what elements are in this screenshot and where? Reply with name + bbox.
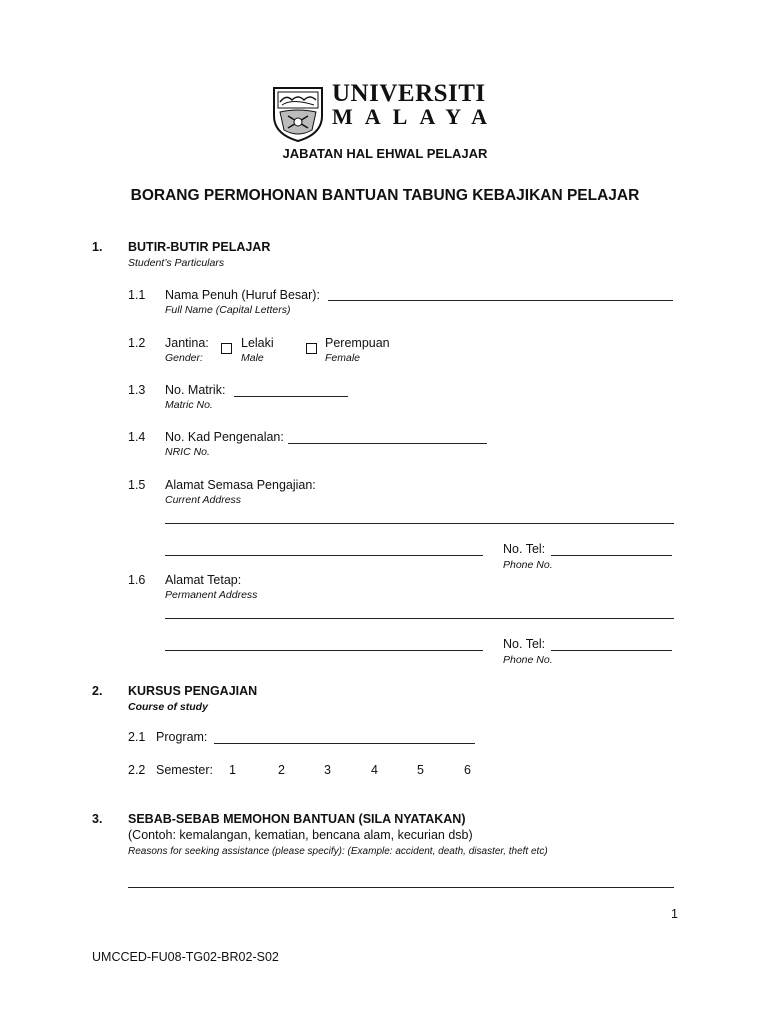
department-title: JABATAN HAL EHWAL PELAJAR bbox=[282, 146, 488, 161]
matric-sublabel: Matric No. bbox=[165, 399, 213, 411]
permanent-address-sublabel: Permanent Address bbox=[165, 589, 258, 601]
full-name-sublabel: Full Name (Capital Letters) bbox=[165, 304, 291, 316]
nric-sublabel: NRIC No. bbox=[165, 446, 210, 458]
gender-male-checkbox[interactable] bbox=[221, 343, 232, 354]
current-phone-field[interactable] bbox=[551, 555, 672, 556]
permanent-address-line-1[interactable] bbox=[165, 618, 674, 619]
section3-subtitle: Reasons for seeking assistance (please specify): (Example: accident, death, disaster, theft etc) bbox=[128, 846, 548, 857]
logo-text-malaya: MALAYA bbox=[332, 104, 499, 129]
gender-male-sublabel: Male bbox=[241, 352, 264, 364]
gender-female-checkbox[interactable] bbox=[306, 343, 317, 354]
semester-option-1[interactable]: 1 bbox=[229, 763, 236, 777]
section1-subtitle: Student’s Particulars bbox=[128, 257, 225, 269]
nric-label: No. Kad Pengenalan: bbox=[165, 430, 284, 444]
program-label: Program: bbox=[156, 730, 208, 744]
gender-label: Jantina: bbox=[165, 336, 209, 350]
matric-label: No. Matrik: bbox=[165, 383, 226, 397]
gender-male-label: Lelaki bbox=[241, 336, 274, 350]
item-number-1-6: 1.6 bbox=[128, 573, 146, 587]
section3-number: 3. bbox=[92, 812, 103, 826]
nric-field[interactable] bbox=[288, 443, 487, 444]
section3-example: (Contoh: kemalangan, kematian, bencana alam, kecurian dsb) bbox=[128, 828, 473, 842]
section1-title: BUTIR-BUTIR PELAJAR bbox=[128, 240, 271, 254]
item-number-2-2: 2.2 bbox=[128, 763, 146, 777]
page-number: 1 bbox=[671, 907, 678, 921]
semester-option-3[interactable]: 3 bbox=[324, 763, 331, 777]
item-number-1-1: 1.1 bbox=[128, 288, 146, 302]
current-address-sublabel: Current Address bbox=[165, 494, 242, 506]
item-number-1-4: 1.4 bbox=[128, 430, 146, 444]
item-number-2-1: 2.1 bbox=[128, 730, 146, 744]
current-address-line-1[interactable] bbox=[165, 523, 674, 524]
full-name-field[interactable] bbox=[328, 300, 673, 301]
permanent-address-line-2[interactable] bbox=[165, 650, 483, 651]
permanent-phone-field[interactable] bbox=[551, 650, 672, 651]
logo-text-universiti: UNIVERSITI bbox=[332, 80, 486, 107]
current-phone-label: No. Tel: bbox=[503, 542, 546, 556]
gender-sublabel: Gender: bbox=[165, 352, 203, 364]
semester-option-4[interactable]: 4 bbox=[371, 763, 378, 777]
section2-title: KURSUS PENGAJIAN bbox=[128, 684, 258, 698]
permanent-phone-label: No. Tel: bbox=[503, 637, 546, 651]
section1-number: 1. bbox=[92, 240, 103, 254]
gender-female-label: Perempuan bbox=[325, 336, 390, 350]
current-address-line-2[interactable] bbox=[165, 555, 483, 556]
permanent-phone-sublabel: Phone No. bbox=[503, 654, 553, 666]
section2-number: 2. bbox=[92, 684, 103, 698]
full-name-label: Nama Penuh (Huruf Besar): bbox=[165, 288, 320, 302]
program-field[interactable] bbox=[214, 743, 475, 744]
item-number-1-2: 1.2 bbox=[128, 336, 146, 350]
current-phone-sublabel: Phone No. bbox=[503, 559, 553, 571]
form-title: BORANG PERMOHONAN BANTUAN TABUNG KEBAJIKAN PELAJAR bbox=[130, 187, 640, 204]
section2-subtitle: Course of study bbox=[128, 701, 208, 713]
permanent-address-label: Alamat Tetap: bbox=[165, 573, 242, 587]
item-number-1-5: 1.5 bbox=[128, 478, 146, 492]
university-crest-logo bbox=[272, 86, 324, 142]
gender-female-sublabel: Female bbox=[325, 352, 361, 364]
semester-option-5[interactable]: 5 bbox=[417, 763, 424, 777]
semester-option-6[interactable]: 6 bbox=[464, 763, 471, 777]
current-address-label: Alamat Semasa Pengajian: bbox=[165, 478, 316, 492]
semester-option-2[interactable]: 2 bbox=[278, 763, 285, 777]
form-code: UMCCED-FU08-TG02-BR02-S02 bbox=[92, 950, 279, 964]
reasons-field[interactable] bbox=[128, 887, 674, 888]
section3-title: SEBAB-SEBAB MEMOHON BANTUAN (SILA NYATAKAN) bbox=[128, 812, 466, 826]
item-number-1-3: 1.3 bbox=[128, 383, 146, 397]
semester-label: Semester: bbox=[156, 763, 213, 777]
matric-field[interactable] bbox=[234, 396, 348, 397]
